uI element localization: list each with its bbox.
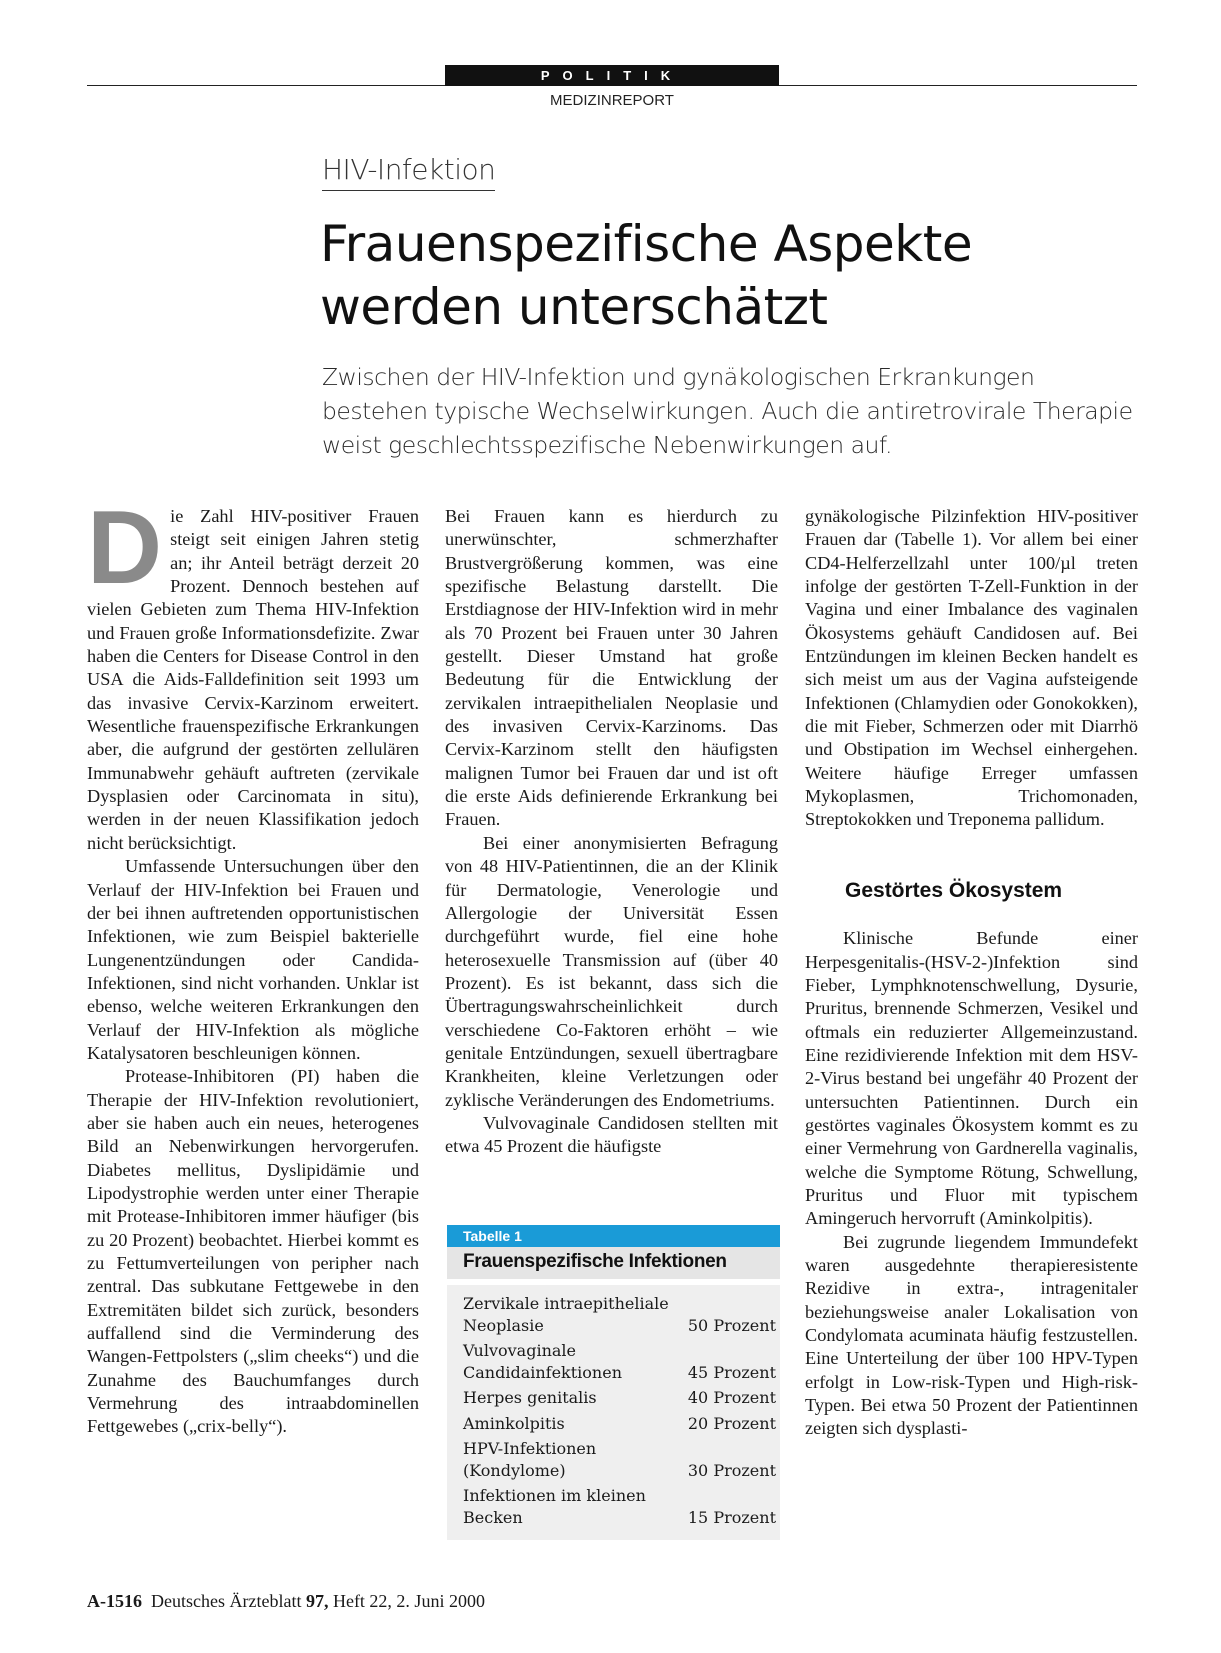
table-row: Herpes genitalis 40 Prozent bbox=[463, 1388, 776, 1407]
table-row: HPV-Infektionen (Kondylome) 30 Prozent bbox=[463, 1439, 776, 1480]
paragraph: Klinische Befunde einer Herpesgenitalis-(HSV-2-)Infektion sind Fieber, Lymphknotenschwellung, Dysurie, Pruritus, brennende Schmerzen, Vesikel und oftmals ein reduzierter Allgemeinzustand. Eine rezidivierende Infektion mit dem HSV-2-Virus bestand bei ungefähr 40 Prozent der untersuchten Patientinnen. Durch ein gestörtes vaginales Ökosystem kommt es zu einer Vermehrung von Gardnerella vaginalis, welche die Symptome Rötung, Schwellung, Pruritus und Fluor mit typischem Amingeruch hervorruft (Aminkolpitis). bbox=[805, 928, 1138, 1229]
paragraph: Die Zahl HIV-positiver Frauen steigt seit einigen Jahren stetig an; ihr Anteil beträgt derzeit 20 Prozent. Dennoch bestehen auf vielen Gebieten zum Thema HIV-Infektion und Frauen große Informationsdefizite. Zwar haben die Centers for Disease Control in den USA die Aids-Falldefinition seit 1993 um das invasive Cervix-Karzinom erweitert. Wesentliche frauenspezifische Erkrankungen aber, die aufgrund der gestörten zellulären Immunabwehr gehäuft auftreten (zervikale Dysplasien oder Carcinomata in situ), werden in der neuen Klassifikation jedoch nicht berücksichtigt. bbox=[87, 490, 419, 853]
title-line-1: Frauenspezifische Aspekte bbox=[320, 215, 973, 273]
paragraph: Protease-Inhibitoren (PI) haben die Therapie der HIV-Infektion revolutioniert, aber sie haben auch ein neues, heterogenes Bild an Nebenwirkungen hervorgerufen. Diabetes mellitus, Dyslipidämie und Lipodystrophie werden unter einer Therapie mit Protease-Inhibitoren immer häufiger (bis zu 20 Prozent) beobachtet. Hierbei kommt es zu Fettumverteilungen von peripher nach zentral. Das subkutane Fettgewebe in den Extremitäten bildet sich zurück, besonders auffallend sind die Verminderung des Wangen-Fettpolsters („slim cheeks“) und die Zunahme des Bauchumfanges durch Vermehrung des intraabdominellen Fettgewebes („crix-belly“). bbox=[87, 1066, 419, 1437]
table-title: Frauenspezifische Infektionen bbox=[447, 1247, 780, 1282]
text-column-2 bbox=[445, 505, 778, 1159]
article-kicker: HIV-Infektion bbox=[322, 153, 495, 191]
subheading: Gestörtes Ökosystem bbox=[845, 878, 1063, 902]
table-row: Vulvovaginale Candidainfektionen 45 Prozent bbox=[463, 1341, 776, 1382]
table-row: Aminkolpitis 20 Prozent bbox=[463, 1413, 776, 1433]
table-row: Infektionen im kleinen Becken 15 Prozent bbox=[463, 1486, 776, 1527]
article-title bbox=[320, 213, 1120, 339]
paragraph: Vulvovaginale Candidosen stellten mit etwa 45 Prozent die häufigste bbox=[445, 1112, 778, 1157]
title-line-2: werden unterschätzt bbox=[320, 278, 828, 336]
journal-name: Deutsches Ärzteblatt bbox=[151, 1591, 302, 1611]
paragraph: Bei Frauen kann es hierdurch zu unerwünschter, schmerzhafter Brustvergrößerung kommen, was eine spezifische Belastung darstellt. Die Erstdiagnose der HIV-Infektion wird in mehr als 70 Prozent bei Frauen unter 30 Jahren gestellt. Dieser Umstand hat große Bedeutung für die Entwicklung der zervikalen intraepithelialen Neoplasie und des invasiven Cervix-Karzinoms. Das Cervix-Karzinom stellt den häufigsten malignen Tumor bei Frauen dar und ist oft die erste Aids definierende Erkrankung bei Frauen. bbox=[445, 506, 778, 830]
table-label: Tabelle 1 bbox=[447, 1225, 780, 1247]
paragraph: Umfassende Untersuchungen über den Verlauf der HIV-Infektion bei Frauen und der bei ihnen auftretenden opportunistischen Infektionen, wie zum Beispiel bakterielle Lungenentzündungen oder Candida-Infektionen, sind nicht vorhanden. Unklar ist ebenso, welche weiteren Erkrankungen den Verlauf der HIV-Infektion als mögliche Katalysatoren beschleunigen können. bbox=[87, 856, 419, 1063]
page-footer bbox=[87, 1591, 485, 1612]
table-1 bbox=[447, 1225, 780, 1540]
page-number: A-1516 bbox=[87, 1591, 142, 1611]
subsection-label: MEDIZINREPORT bbox=[550, 92, 674, 109]
journal-volume: 97, bbox=[305, 1591, 329, 1611]
section-label: POLITIK bbox=[445, 65, 779, 86]
article-lead: Zwischen der HIV-Infektion und gynäkologischen Erkrankungen bestehen typische Wechselwirkungen. Auch die antiretrovirale Therapie weist geschlechtsspezifische Nebenwirkungen auf. bbox=[322, 363, 1133, 459]
table-row: Zervikale intraepitheliale Neoplasie 50 Prozent bbox=[463, 1294, 776, 1335]
table-body bbox=[447, 1285, 780, 1540]
paragraph: Bei zugrunde liegendem Immundefekt waren ausgedehnte therapieresistente Rezidive in extra-, intragenitaler beziehungsweise analer Lokalisation von Condylomata acuminata häufig festzustellen. Eine Unterteilung der über 100 HPV-Typen erfolgt in Low-risk-Typen und High-risk-Typen. Bei etwa 50 Prozent der Patientinnen zeigten sich dysplasti- bbox=[805, 1231, 1138, 1439]
paragraph: Bei einer anonymisierten Befragung von 48 HIV-Patientinnen, die an der Klinik für Dermatologie, Venerologie und Allergologie der Universität Essen durchgeführt wurde, fiel eine hohe heterosexuelle Transmission auf (über 40 Prozent). Es ist bekannt, dass sich die Übertragungswahrscheinlichkeit durch verschiedene Co-Faktoren erhöht – wie genitale Entzündungen, sexuell übertragbare Krankheiten, kleine Verletzungen oder zyklische Veränderungen des Endometriums. bbox=[445, 832, 778, 1110]
text-column-1 bbox=[87, 490, 419, 1439]
text-column-3 bbox=[805, 505, 1138, 1441]
drop-cap: D bbox=[87, 490, 163, 606]
paragraph: gynäkologische Pilzinfektion HIV-positiver Frauen dar (Tabelle 1). Vor allem bei einer CD4-Helferzellzahl unter 100/µl treten infolge der gestörten T-Zell-Funktion in der Vagina und einer Imbalance des vaginalen Ökosystems gehäuft Candidosen auf. Bei Entzündungen im kleinen Becken handelt es sich meist um aus der Vagina aufsteigende Infektionen (Chlamydien oder Gonokokken), die mit Fieber, Schmerzen oder mit Diarrhö und Obstipation im Wechsel einhergehen. Weitere häufige Erreger umfassen Mykoplasmen, Trichomonaden, Streptokokken und Treponema pallidum. bbox=[805, 506, 1138, 830]
journal-issue: Heft 22, 2. Juni 2000 bbox=[332, 1591, 485, 1611]
